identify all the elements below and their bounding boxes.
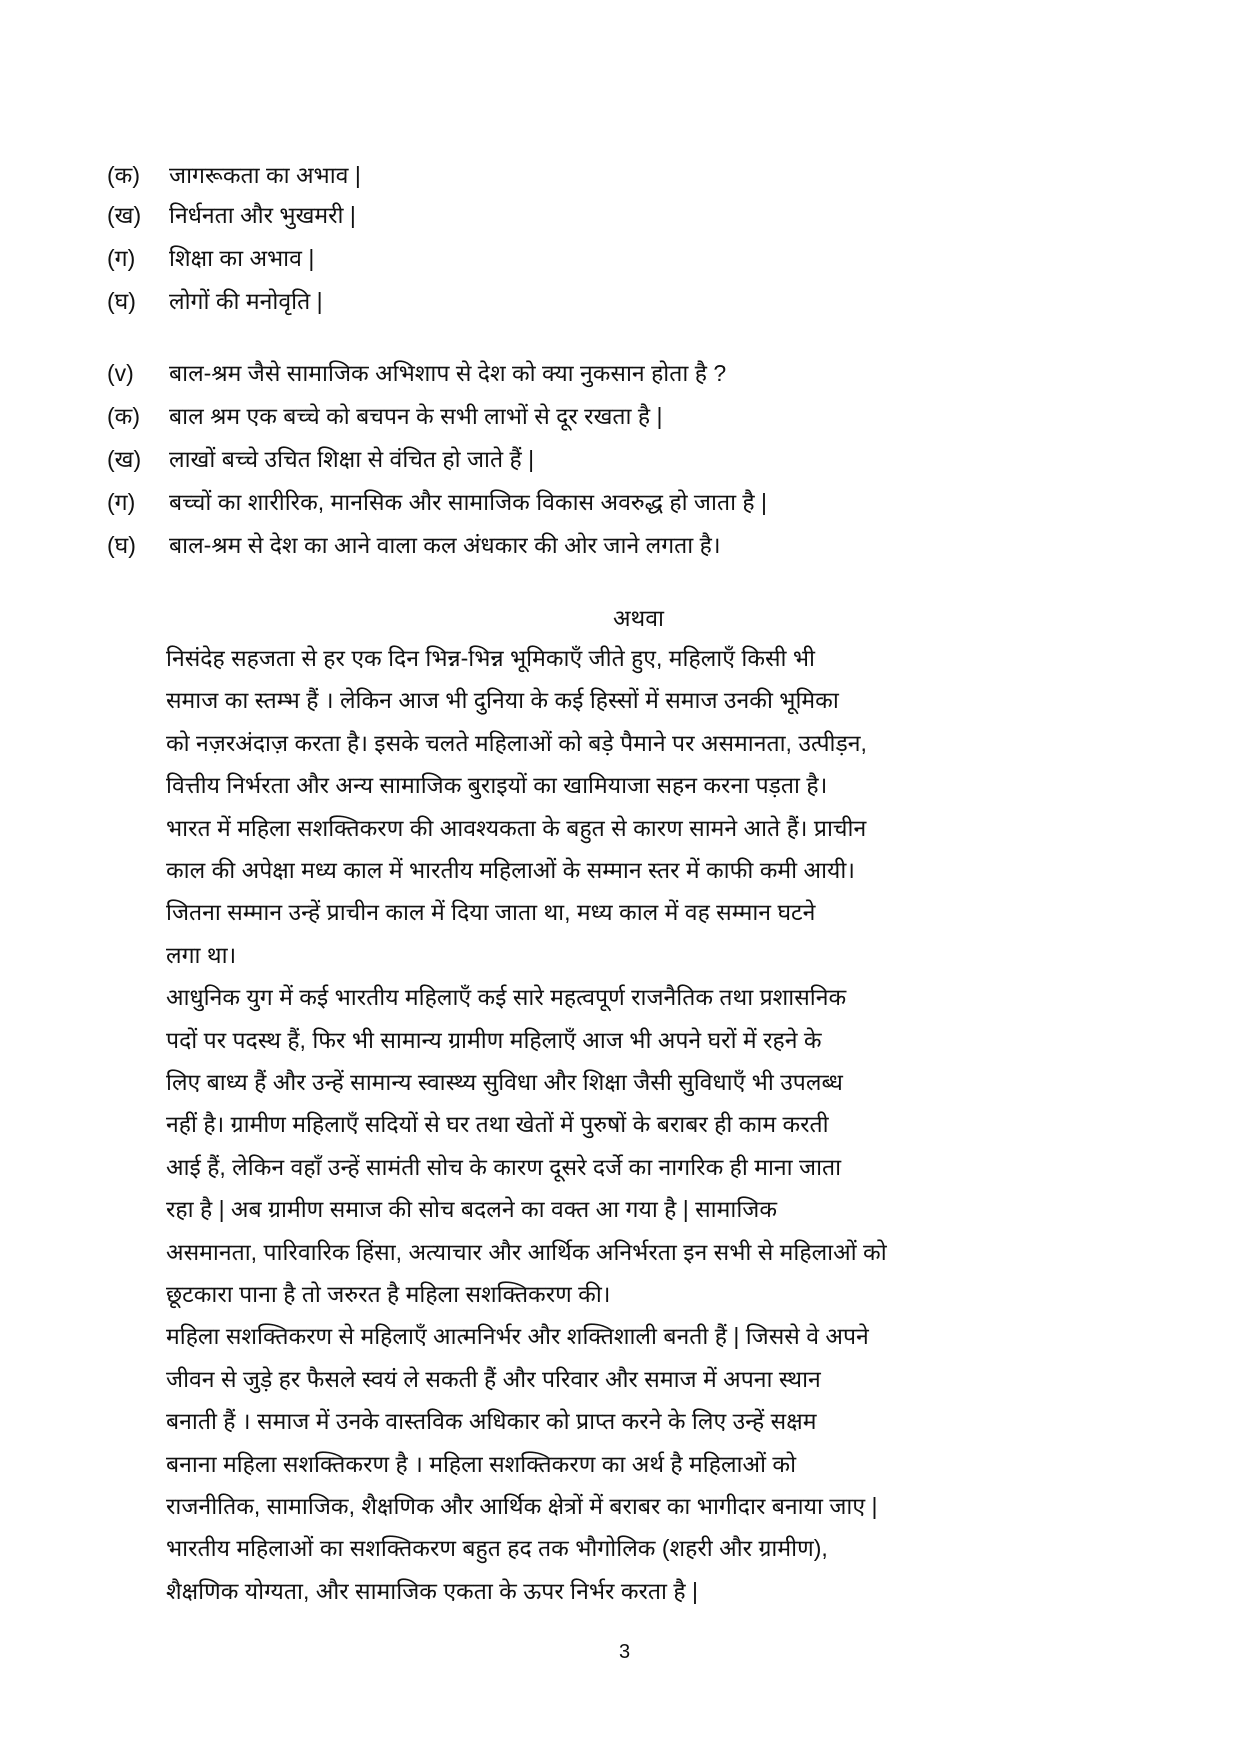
passage-line: बनाती हैं । समाज में उनके वास्तविक अधिकार को प्राप्त करने के लिए उन्हें सक्षम	[166, 1408, 817, 1435]
option-label: (ख)	[107, 446, 142, 472]
page-number: 3	[618, 1641, 631, 1663]
passage-line: जीवन से जुड़े हर फैसले स्वयं ले सकती हैं और परिवार और समाज में अपना स्थान	[166, 1365, 821, 1392]
passage-line: शैक्षणिक योग्यता, और सामाजिक एकता के ऊपर निर्भर करता है |	[166, 1577, 698, 1604]
section-heading-or: अथवा	[612, 605, 664, 631]
passage-line: लिए बाध्य हैं और उन्हें सामान्य स्वास्थ्य सुविधा और शिक्षा जैसी सुविधाएँ भी उपलब्ध	[166, 1069, 843, 1095]
passage-line: पदों पर पदस्थ हैं, फिर भी सामान्य ग्रामीण महिलाएँ आज भी अपने घरों में रहने के	[166, 1026, 822, 1053]
passage-line: बनाना महिला सशक्तिकरण है । महिला सशक्तिकरण का अर्थ है महिलाओं को	[166, 1450, 797, 1477]
passage-line: महिला सशक्तिकरण से महिलाएँ आत्मनिर्भर और शक्तिशाली बनती हैं | जिससे वे अपने	[166, 1323, 869, 1350]
passage-line: असमानता, पारिवारिक हिंसा, अत्याचार और आर्थिक अनिर्भरता इन सभी से महिलाओं को	[166, 1238, 887, 1265]
option-text: बाल-श्रम से देश का आने वाला कल अंधकार की ओर जाने लगता है।	[169, 532, 721, 558]
passage-line: को नज़रअंदाज़ करता है। इसके चलते महिलाओं को बड़े पैमाने पर असमानता, उत्पीड़न,	[166, 729, 867, 756]
passage-line: आधुनिक युग में कई भारतीय महिलाएँ कई सारे महत्वपूर्ण राजनैतिक तथा प्रशासनिक	[166, 984, 847, 1011]
question-number: (v)	[107, 360, 134, 386]
option-label: (ख)	[107, 202, 142, 228]
passage-line: छूटकारा पाना है तो जरुरत है महिला सशक्तिकरण की।	[166, 1281, 611, 1307]
option-label: (घ)	[107, 532, 136, 558]
question-text: बाल-श्रम जैसे सामाजिक अभिशाप से देश को क्या नुकसान होता है ?	[169, 360, 727, 386]
passage-line: जितना सम्मान उन्हें प्राचीन काल में दिया जाता था, मध्य काल में वह सम्मान घटने	[166, 899, 816, 926]
option-label: (ग)	[107, 245, 136, 271]
option-label: (क)	[107, 162, 140, 188]
option-text: निर्धनता और भुखमरी |	[169, 202, 356, 228]
passage-line: काल की अपेक्षा मध्य काल में भारतीय महिलाओं के सम्मान स्तर में काफी कमी आयी।	[166, 857, 856, 883]
passage-line: लगा था।	[166, 941, 237, 968]
option-text: बच्चों का शारीरिक, मानसिक और सामाजिक विकास अवरुद्ध हो जाता है |	[169, 489, 767, 515]
option-text: लाखों बच्चे उचित शिक्षा से वंचित हो जाते हैं |	[169, 446, 535, 472]
passage-line: आई हैं, लेकिन वहाँ उन्हें सामंती सोच के कारण दूसरे दर्जे का नागरिक ही माना जाता	[166, 1153, 842, 1180]
passage-line: रहा है | अब ग्रामीण समाज की सोच बदलने का वक्त आ गया है | सामाजिक	[166, 1196, 778, 1223]
option-text: शिक्षा का अभाव |	[169, 245, 315, 271]
option-text: बाल श्रम एक बच्चे को बचपन के सभी लाभों से दूर रखता है |	[169, 403, 663, 429]
option-text: लोगों की मनोवृति |	[169, 288, 323, 314]
passage-line: भारतीय महिलाओं का सशक्तिकरण बहुत हद तक भौगोलिक (शहरी और ग्रामीण),	[166, 1535, 828, 1562]
passage-line: राजनीतिक, सामाजिक, शैक्षणिक और आर्थिक क्षेत्रों में बराबर का भागीदार बनाया जाए |	[166, 1493, 878, 1519]
option-text: जागरूकता का अभाव |	[169, 162, 361, 188]
passage-line: नहीं है। ग्रामीण महिलाएँ सदियों से घर तथा खेतों में पुरुषों के बराबर ही काम करती	[166, 1111, 829, 1138]
passage-line: वित्तीय निर्भरता और अन्य सामाजिक बुराइयों का खामियाजा सहन करना पड़ता है।	[166, 772, 828, 799]
option-label: (घ)	[107, 288, 136, 314]
passage-line: निसंदेह सहजता से हर एक दिन भिन्न-भिन्न भूमिकाएँ जीते हुए, महिलाएँ किसी भी	[166, 645, 816, 671]
option-label: (क)	[107, 403, 140, 429]
passage-line: समाज का स्तम्भ हैं । लेकिन आज भी दुनिया के कई हिस्सों में समाज उनकी भूमिका	[166, 687, 839, 714]
passage-line: भारत में महिला सशक्तिकरण की आवश्यकता के बहुत से कारण सामने आते हैं। प्राचीन	[166, 814, 867, 841]
option-label: (ग)	[107, 489, 136, 515]
